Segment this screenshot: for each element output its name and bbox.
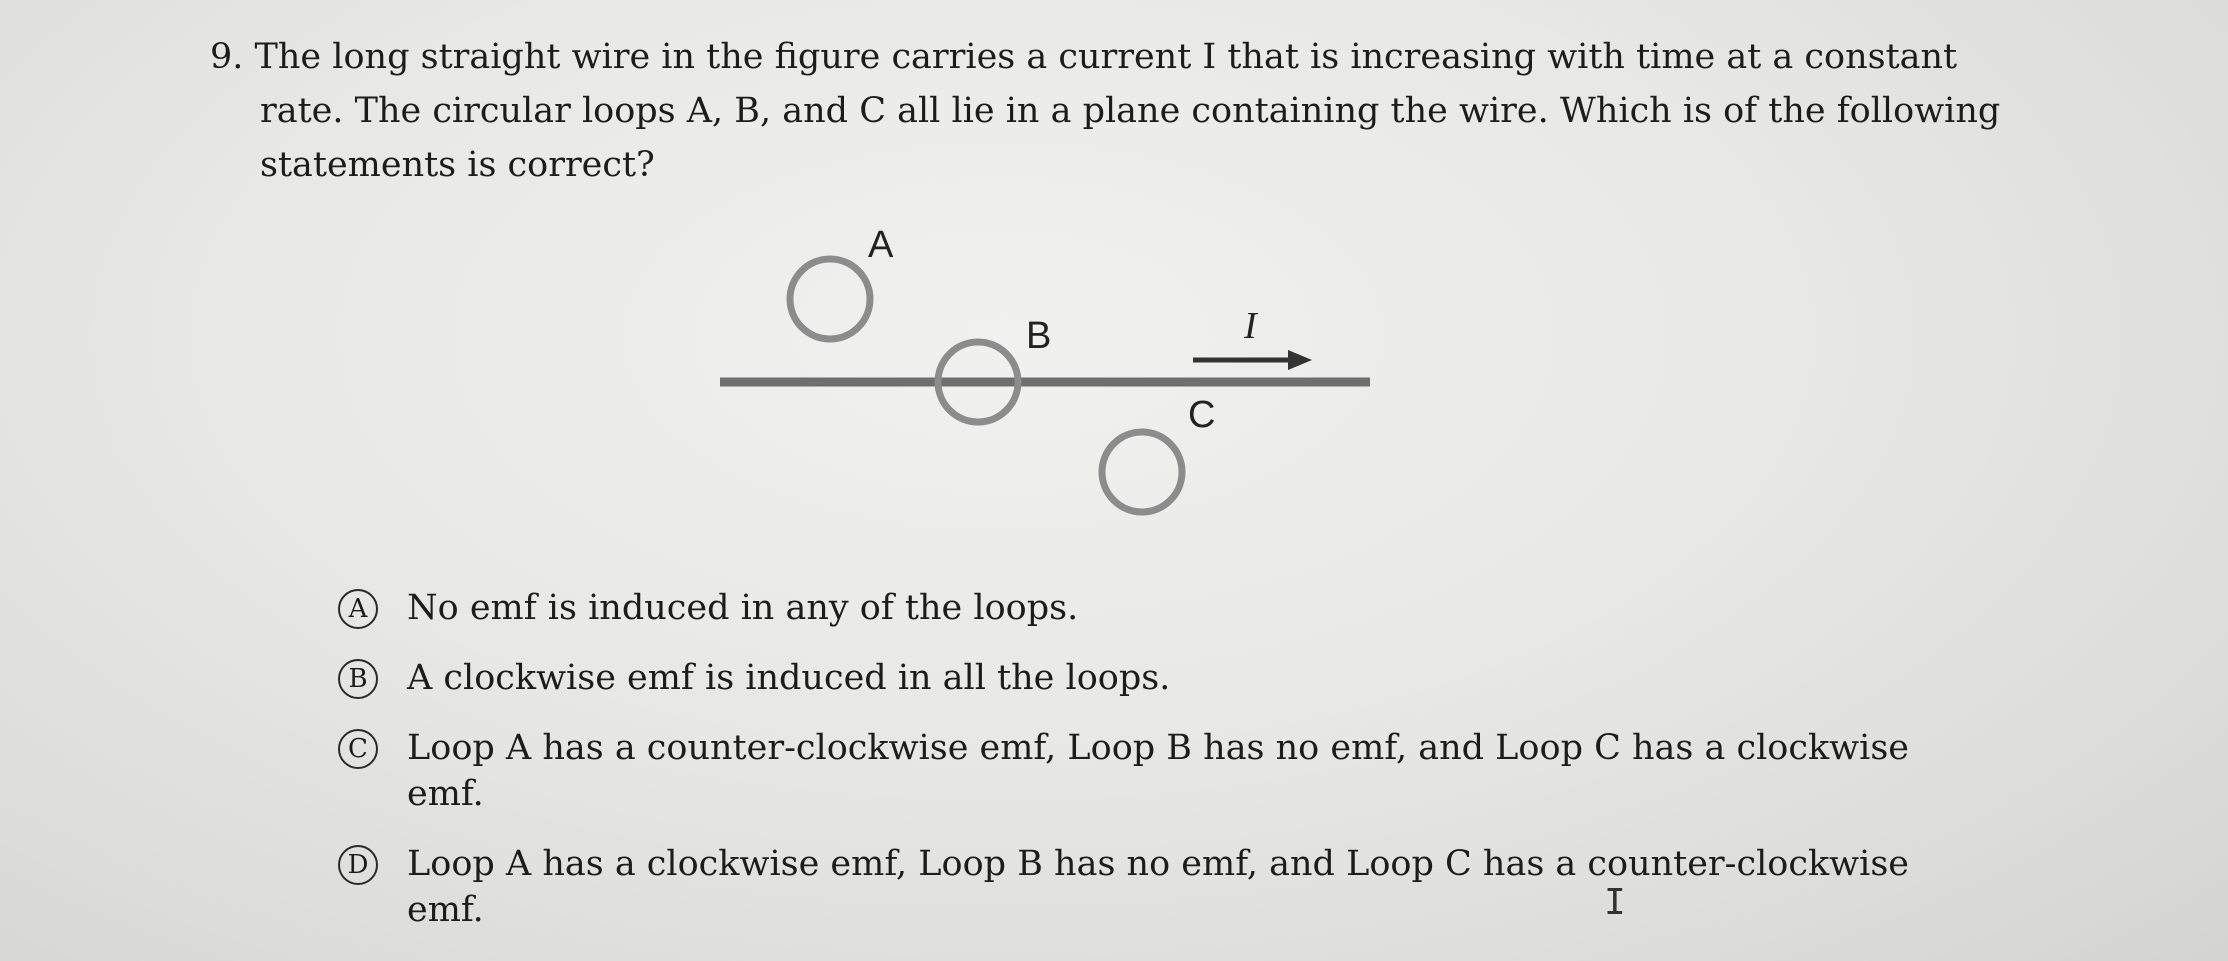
question-text-line-1: The long straight wire in the figure carries a current I that is increasing with time at a constant: [254, 37, 1958, 77]
choice-c[interactable]: [332, 725, 2012, 817]
choice-d[interactable]: [332, 841, 2012, 933]
question-line-1: [210, 30, 1970, 84]
label-b: B: [1026, 315, 1052, 357]
figure-svg: [700, 215, 1400, 535]
question-text-line-3: statements is correct?: [260, 145, 655, 185]
choice-a-text: No emf is induced in any of the loops.: [407, 588, 1079, 628]
question-text-line-2: rate. The circular loops A, B, and C all lie in a plane containing the wire. Which is of the following: [260, 91, 2001, 131]
choice-c-text-line-1: Loop A has a counter-clockwise emf, Loop B has no emf, and Loop C has a clockwise: [407, 728, 1909, 768]
current-label: I: [1244, 305, 1257, 347]
answer-choices: [332, 585, 2012, 957]
choice-d-text-line-2: emf.: [407, 890, 484, 930]
question-number: 9.: [210, 37, 244, 77]
choice-b-text: A clockwise emf is induced in all the loops.: [407, 658, 1171, 698]
choice-a-bubble[interactable]: A: [338, 589, 378, 629]
choice-c-text-line-2: emf.: [407, 774, 484, 814]
label-a: A: [868, 224, 894, 266]
text-cursor-icon: I: [1604, 882, 1626, 923]
question: [210, 30, 2001, 192]
current-arrow-head: [1288, 350, 1312, 370]
choice-b[interactable]: [332, 655, 2012, 701]
wire-loops-figure: [700, 215, 1400, 535]
loop-a: [790, 259, 870, 339]
loop-c: [1102, 432, 1182, 512]
label-c: C: [1188, 394, 1216, 436]
choice-a[interactable]: [332, 585, 2012, 631]
choice-d-bubble[interactable]: D: [338, 845, 378, 885]
choice-d-text-line-1: Loop A has a clockwise emf, Loop B has no emf, and Loop C has a counter-clockwise: [407, 844, 1909, 884]
choice-c-bubble[interactable]: C: [338, 729, 378, 769]
choice-b-bubble[interactable]: B: [338, 659, 378, 699]
